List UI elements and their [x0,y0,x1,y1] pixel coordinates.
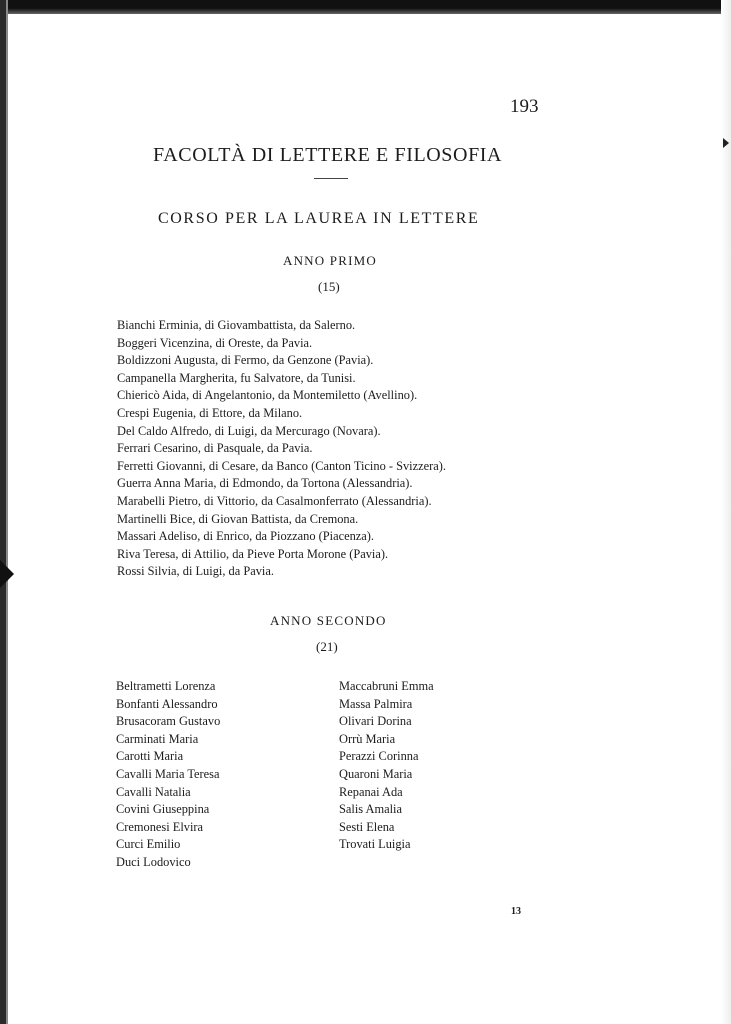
student-entry: Ferretti Giovanni, di Cesare, da Banco (Canton Ticino - Svizzera). [117,458,446,473]
student-entry: Rossi Silvia, di Luigi, da Pavia. [117,564,274,579]
student-entry: Massa Palmira [339,696,413,711]
student-entry: Sesti Elena [339,819,395,834]
student-entry: Curci Emilio [116,837,181,852]
title-divider [314,178,348,179]
student-entry: Riva Teresa, di Attilio, da Pieve Porta Morone (Pavia). [117,546,389,561]
margin-tick-icon [723,138,729,148]
student-entry: Chiericò Aida, di Angelantonio, da Montemiletto (Avellino). [117,388,418,403]
student-entry: Cremonesi Elvira [116,819,204,834]
signature-mark: 13 [511,906,521,917]
student-entry: Campanella Margherita, fu Salvatore, da Tunisi. [117,370,356,385]
student-entry: Guerra Anna Maria, di Edmondo, da Tortona (Alessandria). [117,476,413,491]
student-entry: Duci Lodovico [116,854,191,869]
margin-arrow-icon [0,560,14,588]
scan-top-edge [0,0,731,14]
student-entry: Marabelli Pietro, di Vittorio, da Casalmonferrato (Alessandria). [117,493,432,508]
student-entry: Bianchi Erminia, di Giovambattista, da Salerno. [117,318,356,332]
student-entry: Cavalli Natalia [116,784,191,799]
student-entry: Martinelli Bice, di Giovan Battista, da Cremona. [117,511,359,526]
student-entry: Cavalli Maria Teresa [116,766,220,781]
page-number: 193 [510,96,539,117]
student-entry: Boggeri Vicenzina, di Oreste, da Pavia. [117,335,313,350]
course-title: CORSO PER LA LAUREA IN LETTERE [158,210,480,227]
student-entry: Boldizzoni Augusta, di Fermo, da Genzone (Pavia). [117,353,374,368]
student-entry: Covini Giuseppina [116,802,210,817]
student-entry: Trovati Luigia [339,837,411,852]
student-entry: Maccabruni Emma [339,679,434,693]
student-entry: Quaroni Maria [339,766,413,781]
student-entry: Massari Adeliso, di Enrico, da Piozzano (Piacenza). [117,529,375,544]
year-two-student-list-left [116,678,220,872]
student-entry: Orrù Maria [339,731,396,746]
student-entry: Salis Amalia [339,802,402,817]
scan-right-edge [721,0,731,1024]
student-entry: Beltrametti Lorenza [116,679,216,693]
student-entry: Carotti Maria [116,749,184,764]
student-entry: Del Caldo Alfredo, di Luigi, da Mercurago (Novara). [117,423,381,438]
year-two-heading: ANNO SECONDO [270,613,387,628]
faculty-title: FACOLTÀ DI LETTERE E FILOSOFIA [153,144,503,166]
year-two-count: (21) [316,639,338,654]
student-entry: Ferrari Cesarino, di Pasquale, da Pavia. [117,441,313,456]
scan-left-edge-shadow [6,0,8,1024]
year-one-heading: ANNO PRIMO [283,253,377,268]
student-entry: Perazzi Corinna [339,749,419,764]
student-entry: Olivari Dorina [339,714,412,729]
year-one-count: (15) [318,279,340,294]
year-one-student-list [117,317,446,581]
student-entry: Crespi Eugenia, di Ettore, da Milano. [117,405,303,420]
student-entry: Brusacoram Gustavo [116,714,221,729]
student-entry: Bonfanti Alessandro [116,696,218,711]
student-entry: Carminati Maria [116,731,199,746]
year-two-student-list-right [339,678,434,854]
student-entry: Repanai Ada [339,784,403,799]
